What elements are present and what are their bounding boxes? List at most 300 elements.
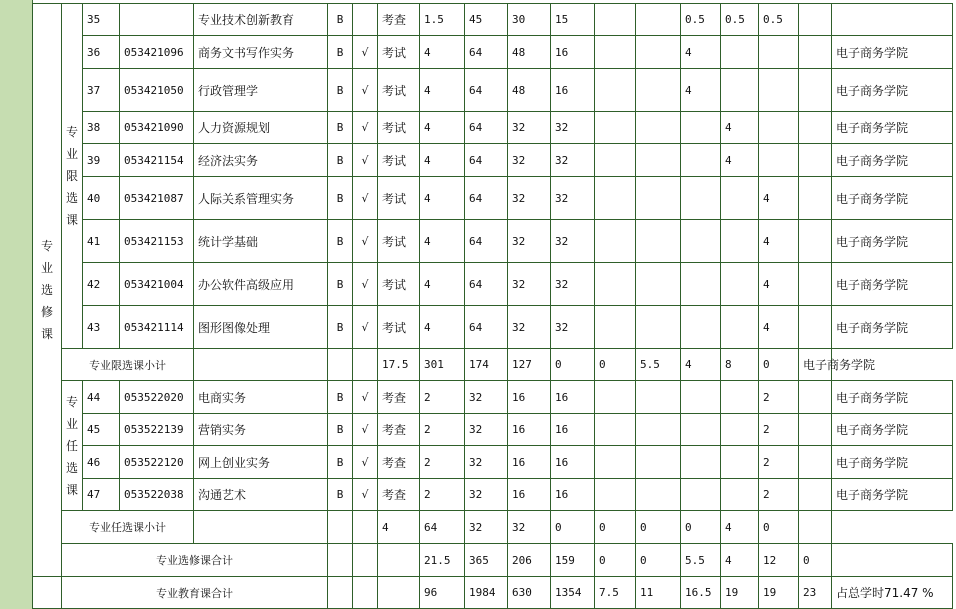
course-number: 36: [83, 36, 120, 69]
department-cell: 电子商务学院: [799, 349, 832, 381]
cell-s2: 0: [636, 544, 681, 577]
department-cell: 电子商务学院: [832, 177, 953, 220]
course-code: 053421087: [120, 177, 194, 220]
cell-credit: 4: [420, 144, 465, 177]
empty-assess-cell: [378, 544, 420, 577]
course-name: 办公软件高级应用: [194, 263, 328, 306]
cell-s1: [595, 112, 636, 144]
course-code: 053522020: [120, 381, 194, 414]
cell-s1: [595, 4, 636, 36]
cell-s1: [595, 69, 636, 112]
course-number: 43: [83, 306, 120, 349]
cell-s3: 0: [636, 511, 681, 544]
cell-s3: [681, 144, 721, 177]
cell-s1: [595, 306, 636, 349]
course-number: 47: [83, 479, 120, 511]
course-row: [33, 144, 953, 177]
course-name: 商务文书写作实务: [194, 36, 328, 69]
course-row: [33, 69, 953, 112]
course-row: [33, 306, 953, 349]
cell-s4: [721, 69, 759, 112]
cell-practice: 32: [551, 177, 595, 220]
cell-s3: 0.5: [681, 4, 721, 36]
exam-check-mark: √: [353, 69, 378, 112]
cell-s3: 5.5: [681, 544, 721, 577]
course-row: [33, 112, 953, 144]
cell-s5: 4: [759, 220, 799, 263]
cell-s5: 4: [759, 306, 799, 349]
cell-s4: 0.5: [721, 4, 759, 36]
cell-hours: 64: [465, 220, 508, 263]
cell-s2: [636, 144, 681, 177]
left-margin-bar: [0, 0, 33, 609]
exam-check-mark: √: [353, 112, 378, 144]
cell-s5: 2: [759, 479, 799, 511]
cell-hours: 1984: [465, 577, 508, 609]
exam-check-mark: √: [353, 446, 378, 479]
cell-credit: 4: [420, 220, 465, 263]
cell-s6: [799, 479, 832, 511]
assessment-method: 考查: [378, 446, 420, 479]
cell-theory: 32: [508, 306, 551, 349]
cell-credit: 4: [420, 69, 465, 112]
cell-s4: 4: [721, 144, 759, 177]
course-table: [32, 3, 953, 609]
cell-hours: 32: [465, 446, 508, 479]
course-code: 053421153: [120, 220, 194, 263]
cell-hours: 64: [465, 263, 508, 306]
cell-hours: 64: [420, 511, 465, 544]
department-cell: 电子商务学院: [832, 69, 953, 112]
cell-s5: 8: [721, 349, 759, 381]
cell-s5: 4: [759, 263, 799, 306]
cell-s6: [799, 36, 832, 69]
assessment-method: 考试: [378, 306, 420, 349]
exam-check-mark: √: [353, 177, 378, 220]
course-row: [33, 177, 953, 220]
cell-s3: [681, 220, 721, 263]
cell-s6: 0: [759, 349, 799, 381]
cell-s1: [595, 36, 636, 69]
summary-label: 专业教育课合计: [62, 577, 328, 609]
course-name: 人际关系管理实务: [194, 177, 328, 220]
exam-check-mark: √: [353, 479, 378, 511]
cell-s2: 11: [636, 577, 681, 609]
course-type: B: [328, 177, 353, 220]
course-name: 专业技术创新教育: [194, 4, 328, 36]
course-type: B: [328, 69, 353, 112]
cell-practice: 1354: [551, 577, 595, 609]
cell-theory: 32: [508, 144, 551, 177]
course-row: [33, 36, 953, 69]
department-cell: 电子商务学院: [832, 220, 953, 263]
cell-hours: 64: [465, 177, 508, 220]
cell-s2: [636, 69, 681, 112]
cell-s2: [636, 220, 681, 263]
cell-practice: 16: [551, 414, 595, 446]
exam-check-mark: √: [353, 414, 378, 446]
cell-s4: [721, 479, 759, 511]
exam-check-mark: √: [353, 144, 378, 177]
cell-s1: [595, 381, 636, 414]
empty-type-cell: [194, 511, 328, 544]
cell-credit: 4: [420, 36, 465, 69]
course-type: B: [328, 381, 353, 414]
cell-s3: [681, 479, 721, 511]
cell-s3: [681, 381, 721, 414]
cell-s1: [595, 220, 636, 263]
cell-hours: 32: [465, 381, 508, 414]
cell-s1: 0: [551, 511, 595, 544]
course-name: 网上创业实务: [194, 446, 328, 479]
course-code: 053522038: [120, 479, 194, 511]
cell-practice: 15: [551, 4, 595, 36]
cell-credit: 17.5: [378, 349, 420, 381]
summary-row: [33, 544, 953, 577]
course-number: 44: [83, 381, 120, 414]
cell-theory: 48: [508, 36, 551, 69]
department-cell: 电子商务学院: [832, 36, 953, 69]
summary-label: 专业选修课合计: [62, 544, 328, 577]
assessment-method: 考试: [378, 36, 420, 69]
empty-check-cell: [353, 544, 378, 577]
cell-s2: 0: [595, 511, 636, 544]
department-cell: 电子商务学院: [832, 263, 953, 306]
course-number: 46: [83, 446, 120, 479]
cell-practice: 16: [551, 446, 595, 479]
assessment-method: 考查: [378, 414, 420, 446]
cell-practice: 32: [551, 112, 595, 144]
cell-practice: 127: [508, 349, 551, 381]
cell-s2: [636, 177, 681, 220]
cell-s1: [595, 263, 636, 306]
cell-theory: 16: [508, 381, 551, 414]
cell-practice: 32: [551, 144, 595, 177]
cell-credit: 4: [420, 177, 465, 220]
cell-s3: [681, 306, 721, 349]
cell-s6: 23: [799, 577, 832, 609]
empty-type-cell: [328, 577, 353, 609]
course-row: [33, 263, 953, 306]
cell-s5: [759, 144, 799, 177]
cell-s5: 2: [759, 414, 799, 446]
cell-s6: [799, 112, 832, 144]
cell-s4: 4: [721, 112, 759, 144]
cell-s1: [595, 177, 636, 220]
course-number: 40: [83, 177, 120, 220]
cell-practice: 32: [551, 220, 595, 263]
course-type: B: [328, 479, 353, 511]
summary-row: [33, 577, 953, 609]
course-row: [33, 414, 953, 446]
cell-s5: 2: [759, 381, 799, 414]
cell-practice: 32: [551, 306, 595, 349]
cell-s3: 4: [681, 36, 721, 69]
course-code: 053421090: [120, 112, 194, 144]
cell-s6: [799, 177, 832, 220]
department-cell: 电子商务学院: [832, 479, 953, 511]
cell-practice: 16: [551, 381, 595, 414]
course-type: B: [328, 144, 353, 177]
course-type: B: [328, 263, 353, 306]
cell-hours: 64: [465, 36, 508, 69]
cell-s4: 0: [681, 511, 721, 544]
course-code: 053421096: [120, 36, 194, 69]
cell-hours: 45: [465, 4, 508, 36]
course-name: 沟通艺术: [194, 479, 328, 511]
cell-s2: [636, 112, 681, 144]
category-cell: 专 业 选 修 课: [33, 4, 62, 577]
course-row: [33, 446, 953, 479]
course-number: 42: [83, 263, 120, 306]
course-code: 053421114: [120, 306, 194, 349]
department-cell: 占总学时71.47 %: [832, 577, 953, 609]
cell-theory: 32: [465, 511, 508, 544]
empty-check-cell: [353, 577, 378, 609]
summary-label: 专业任选课小计: [62, 511, 194, 544]
cell-hours: 64: [465, 69, 508, 112]
course-name: 统计学基础: [194, 220, 328, 263]
assessment-method: 考试: [378, 144, 420, 177]
cell-theory: 174: [465, 349, 508, 381]
course-type: B: [328, 220, 353, 263]
cell-hours: 64: [465, 144, 508, 177]
empty-check-cell: [328, 511, 353, 544]
course-name: 营销实务: [194, 414, 328, 446]
cell-s4: [721, 263, 759, 306]
cell-s6: [799, 144, 832, 177]
cell-credit: 2: [420, 479, 465, 511]
cell-theory: 30: [508, 4, 551, 36]
assessment-method: 考试: [378, 177, 420, 220]
course-code: 053522120: [120, 446, 194, 479]
cell-theory: 48: [508, 69, 551, 112]
cell-s4: 4: [721, 544, 759, 577]
exam-check-mark: √: [353, 381, 378, 414]
cell-s5: [759, 69, 799, 112]
cell-theory: 630: [508, 577, 551, 609]
department-cell: [799, 511, 832, 544]
course-row: [33, 479, 953, 511]
department-cell: 电子商务学院: [832, 144, 953, 177]
cell-hours: 32: [465, 479, 508, 511]
cell-s3: [681, 263, 721, 306]
cell-s1: 0: [551, 349, 595, 381]
course-code: 053522139: [120, 414, 194, 446]
course-number: 45: [83, 414, 120, 446]
cell-s3: 16.5: [681, 577, 721, 609]
course-number: 38: [83, 112, 120, 144]
cell-s3: 4: [681, 69, 721, 112]
cell-s5: 19: [759, 577, 799, 609]
cell-credit: 4: [420, 263, 465, 306]
cell-s6: [799, 220, 832, 263]
course-number: 37: [83, 69, 120, 112]
cell-credit: 96: [420, 577, 465, 609]
cell-s2: [636, 446, 681, 479]
department-cell: [832, 4, 953, 36]
exam-check-mark: √: [353, 263, 378, 306]
course-row: [33, 4, 953, 36]
cell-practice: 16: [551, 479, 595, 511]
cell-s2: [636, 4, 681, 36]
course-code: 053421050: [120, 69, 194, 112]
cell-s6: [799, 69, 832, 112]
cell-hours: 301: [420, 349, 465, 381]
cell-s6: 0: [799, 544, 832, 577]
cell-s2: [636, 36, 681, 69]
department-cell: 电子商务学院: [832, 446, 953, 479]
course-number: 39: [83, 144, 120, 177]
cell-s5: 12: [759, 544, 799, 577]
assessment-method: 考试: [378, 112, 420, 144]
cell-s5: 4: [721, 511, 759, 544]
course-code: [120, 4, 194, 36]
exam-check-mark: √: [353, 36, 378, 69]
cell-credit: 2: [420, 446, 465, 479]
assessment-method: 考查: [378, 479, 420, 511]
cell-theory: 16: [508, 414, 551, 446]
course-number: 35: [83, 4, 120, 36]
cell-credit: 4: [420, 306, 465, 349]
cell-s3: [681, 446, 721, 479]
cell-credit: 1.5: [420, 4, 465, 36]
cell-theory: 32: [508, 263, 551, 306]
assessment-method: 考查: [378, 381, 420, 414]
blank-cell: [33, 577, 62, 609]
course-name: 经济法实务: [194, 144, 328, 177]
cell-s3: [681, 112, 721, 144]
course-type: B: [328, 446, 353, 479]
cell-s4: [721, 306, 759, 349]
cell-practice: 16: [551, 69, 595, 112]
empty-assess-cell: [378, 577, 420, 609]
cell-s1: [595, 479, 636, 511]
course-type: B: [328, 306, 353, 349]
cell-s4: [721, 446, 759, 479]
assessment-method: 考试: [378, 69, 420, 112]
summary-label: 专业限选课小计: [62, 349, 194, 381]
cell-s6: 0: [759, 511, 799, 544]
cell-credit: 2: [420, 381, 465, 414]
cell-s6: [799, 446, 832, 479]
course-type: B: [328, 4, 353, 36]
summary-row: [33, 511, 953, 544]
cell-s4: [721, 177, 759, 220]
cell-s5: [759, 112, 799, 144]
cell-s5: 4: [759, 177, 799, 220]
cell-practice: 32: [551, 263, 595, 306]
cell-s5: [759, 36, 799, 69]
course-type: B: [328, 414, 353, 446]
cell-theory: 16: [508, 479, 551, 511]
department-cell: 电子商务学院: [832, 306, 953, 349]
cell-s2: [636, 263, 681, 306]
cell-s1: [595, 446, 636, 479]
cell-hours: 64: [465, 112, 508, 144]
cell-s6: [799, 263, 832, 306]
cell-theory: 206: [508, 544, 551, 577]
cell-s2: [636, 381, 681, 414]
department-cell: [832, 544, 953, 577]
cell-hours: 64: [465, 306, 508, 349]
cell-s4: 19: [721, 577, 759, 609]
course-name: 人力资源规划: [194, 112, 328, 144]
course-name: 图形图像处理: [194, 306, 328, 349]
cell-credit: 2: [420, 414, 465, 446]
cell-s2: [636, 479, 681, 511]
assessment-method: 考试: [378, 263, 420, 306]
cell-s6: [799, 414, 832, 446]
cell-s4: [721, 381, 759, 414]
cell-hours: 32: [465, 414, 508, 446]
cell-s3: 5.5: [636, 349, 681, 381]
course-row: [33, 381, 953, 414]
cell-s4: [721, 414, 759, 446]
cell-practice: 159: [551, 544, 595, 577]
empty-check-cell: [328, 349, 353, 381]
cell-s2: [636, 414, 681, 446]
department-cell: 电子商务学院: [832, 414, 953, 446]
cell-theory: 32: [508, 220, 551, 263]
cell-s4: [721, 36, 759, 69]
exam-check-mark: [353, 4, 378, 36]
empty-type-cell: [328, 544, 353, 577]
empty-type-cell: [194, 349, 328, 381]
course-code: 053421154: [120, 144, 194, 177]
cell-hours: 365: [465, 544, 508, 577]
cell-s6: [799, 381, 832, 414]
cell-s1: 7.5: [595, 577, 636, 609]
cell-s1: [595, 414, 636, 446]
cell-s1: 0: [595, 544, 636, 577]
exam-check-mark: √: [353, 306, 378, 349]
cell-s6: [799, 306, 832, 349]
cell-s5: 2: [759, 446, 799, 479]
course-row: [33, 220, 953, 263]
course-type: B: [328, 36, 353, 69]
cell-s3: [681, 414, 721, 446]
course-number: 41: [83, 220, 120, 263]
cell-practice: 16: [551, 36, 595, 69]
group-cell: 专 业 任 选 课: [62, 381, 83, 511]
summary-row: [33, 349, 953, 381]
cell-credit: 4: [420, 112, 465, 144]
cell-s3: [681, 177, 721, 220]
cell-s5: 0.5: [759, 4, 799, 36]
cell-s6: [799, 4, 832, 36]
assessment-method: 考试: [378, 220, 420, 263]
cell-s1: [595, 144, 636, 177]
cell-s4: 4: [681, 349, 721, 381]
cell-s4: [721, 220, 759, 263]
course-type: B: [328, 112, 353, 144]
empty-assess-cell: [353, 511, 378, 544]
cell-theory: 16: [508, 446, 551, 479]
cell-s2: [636, 306, 681, 349]
assessment-method: 考查: [378, 4, 420, 36]
course-name: 电商实务: [194, 381, 328, 414]
cell-practice: 32: [508, 511, 551, 544]
cell-theory: 32: [508, 177, 551, 220]
group-cell: 专 业 限 选 课: [62, 4, 83, 349]
cell-credit: 4: [378, 511, 420, 544]
cell-credit: 21.5: [420, 544, 465, 577]
course-code: 053421004: [120, 263, 194, 306]
cell-s2: 0: [595, 349, 636, 381]
course-name: 行政管理学: [194, 69, 328, 112]
cell-theory: 32: [508, 112, 551, 144]
